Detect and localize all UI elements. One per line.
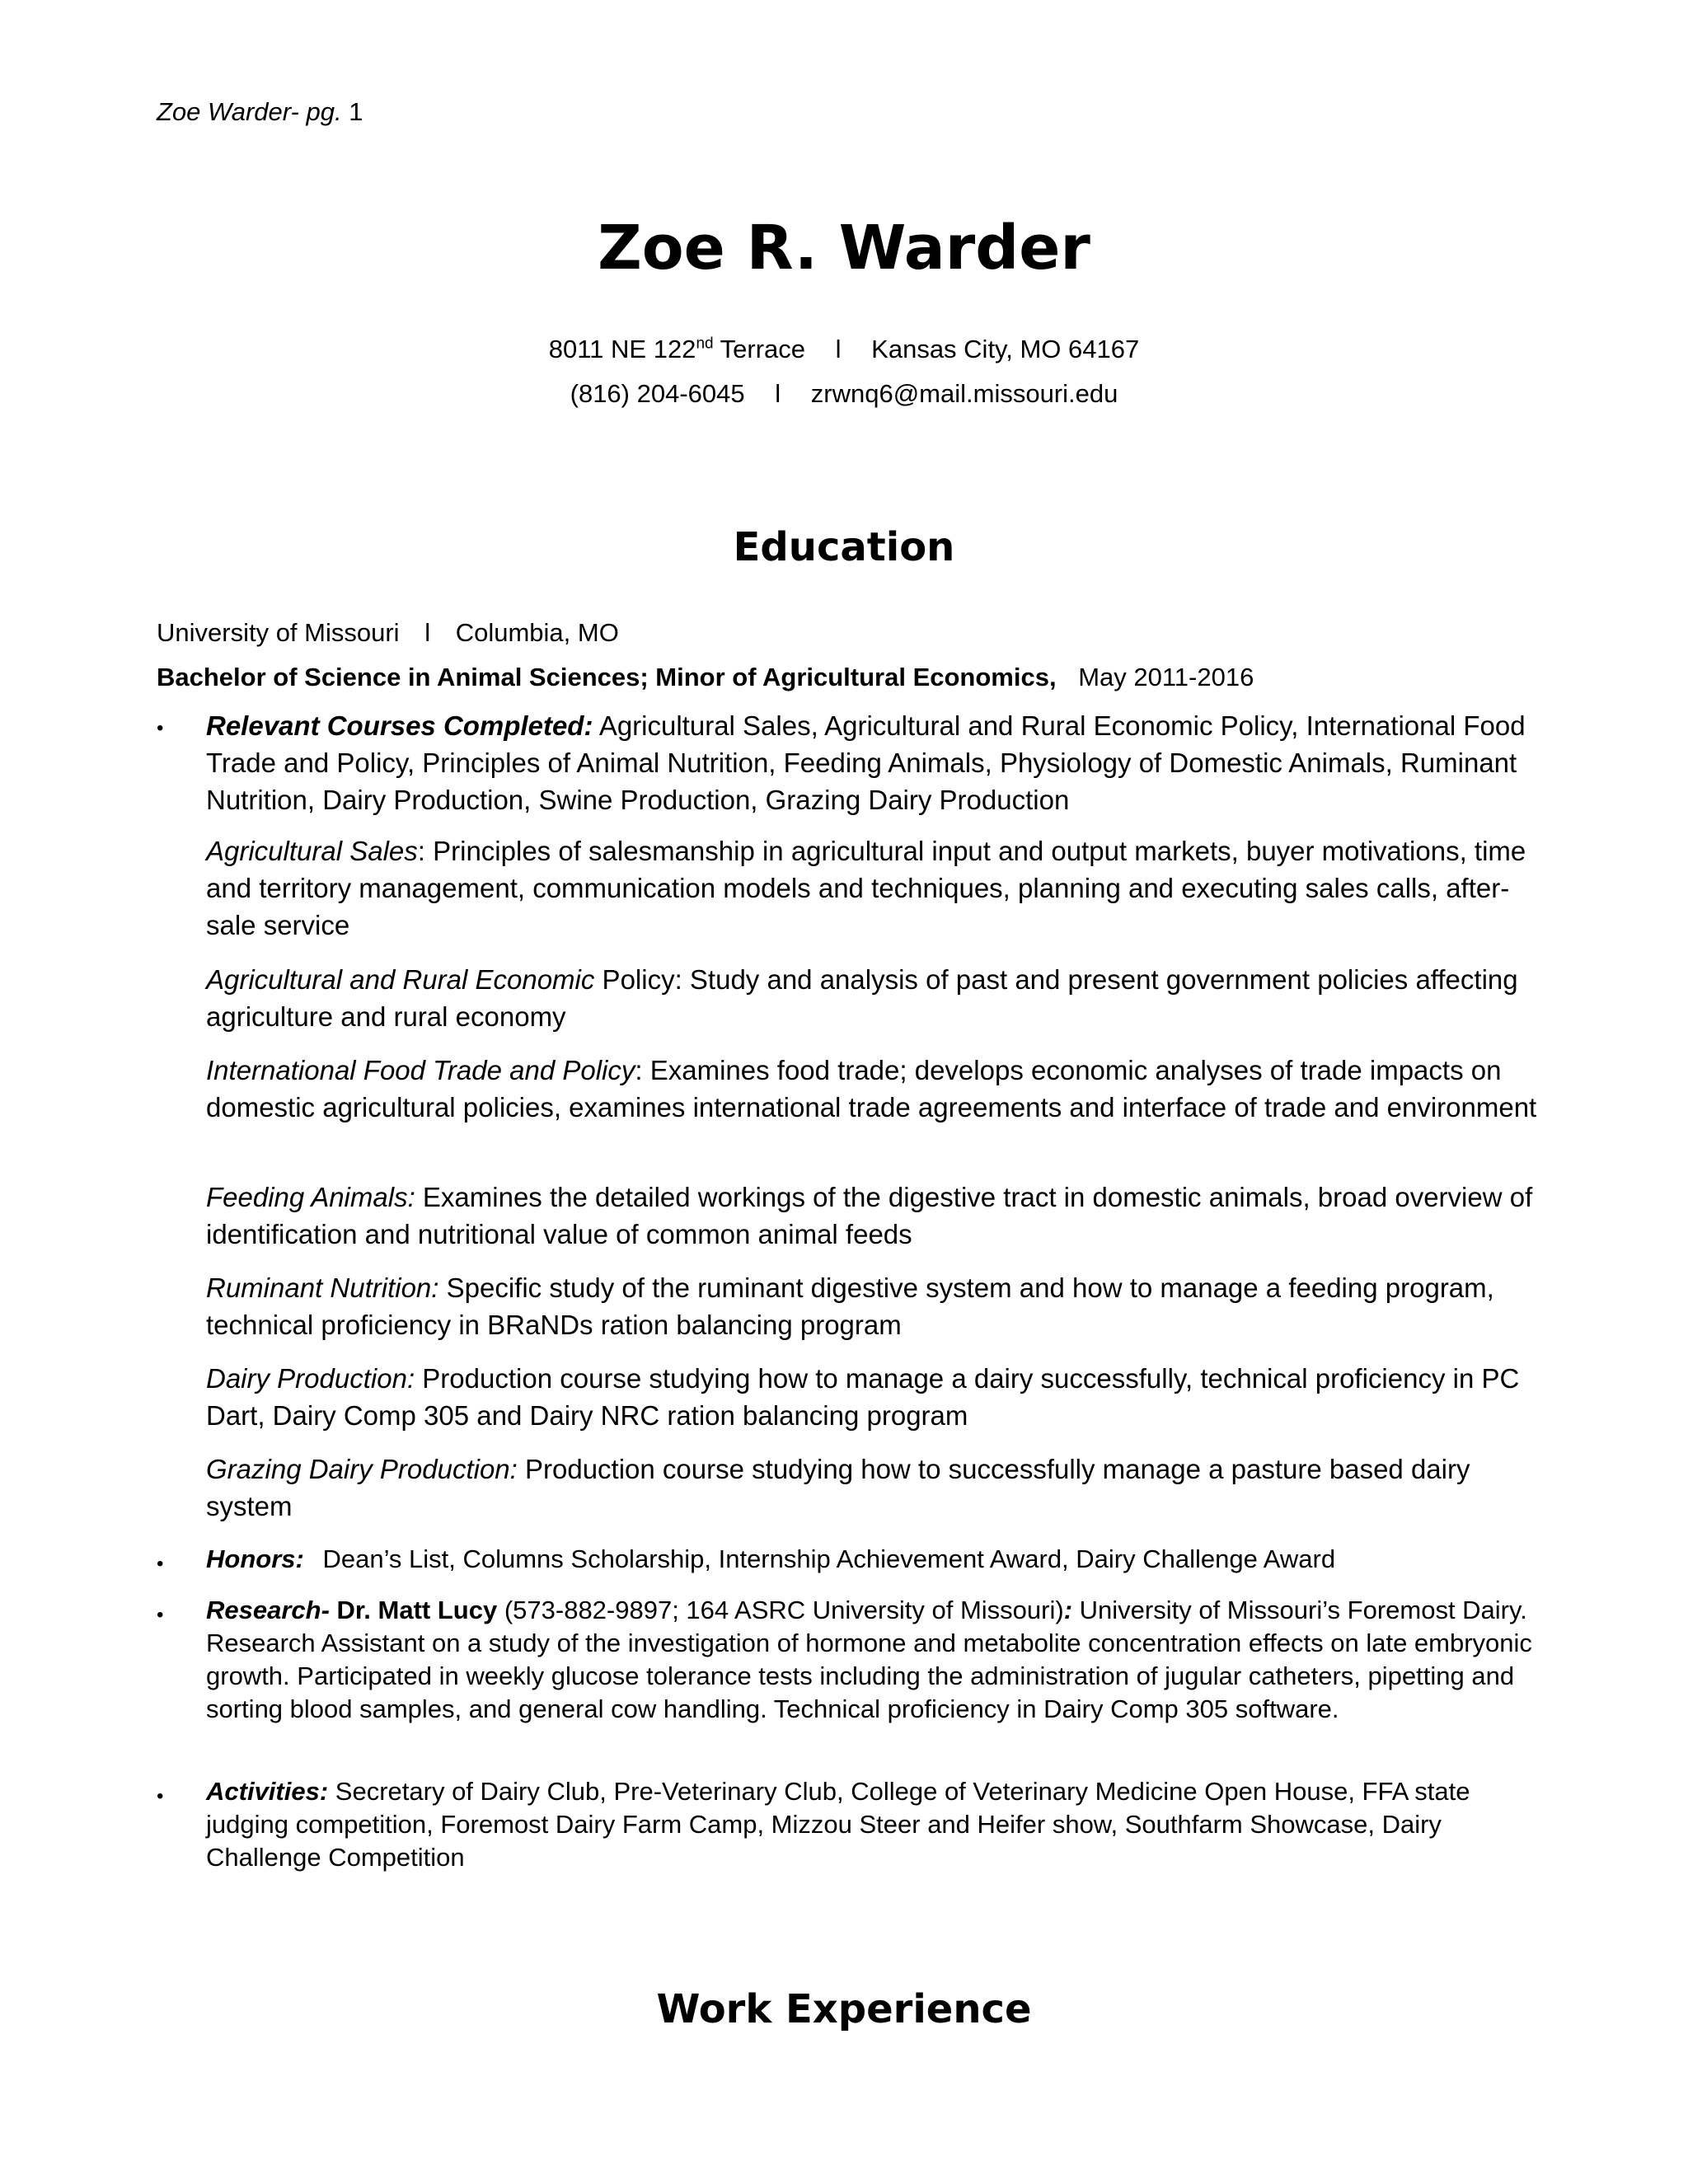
address-street: Terrace [720, 335, 806, 363]
research-person: Dr. Matt Lucy [336, 1596, 498, 1624]
course-name: Agricultural and Rural Economic [206, 964, 595, 995]
bullet-icon: • [157, 1604, 164, 1626]
bullet-icon: • [157, 1785, 164, 1807]
page-header [157, 97, 363, 127]
phone-email-line [0, 379, 1688, 409]
course-text: Policy: Study and analysis of past and present government policies affecting agriculture and rural economy [206, 964, 1518, 1032]
course-text: Examines the detailed workings of the digestive tract in domestic animals, broad overview of identification and nutritional value of common animal feeds [206, 1182, 1533, 1249]
address-number: 8011 NE 122 [548, 335, 696, 363]
activities-label: Activities: [206, 1777, 329, 1806]
course-text: Specific study of the ruminant digestive system and how to manage a feeding program, technical proficiency in BRaNDs ration balancing program [206, 1272, 1494, 1340]
page-number: 1 [349, 97, 363, 126]
course-text: : Principles of salesmanship in agricultural input and output markets, buyer motivations, time and territory management, communication models and techniques, planning and executing sales calls, after-sale service [206, 836, 1526, 940]
separator: l [775, 379, 781, 408]
page-header-label: Zoe Warder- pg. [157, 97, 342, 126]
school-location: Columbia, MO [455, 618, 619, 647]
course-description [206, 961, 1558, 1035]
research-text: University of Missouri’s Foremost Dairy. Research Assistant on a study of the investigation of hormone and metabolite concentration effects on late embryonic growth. Participated in weekly glucose tolerance tests including the administration of jugular catheters, pipetting and sorting blood samples, and general cow handling. Technical proficiency in Dairy Comp 305 software. [206, 1596, 1532, 1723]
course-name: Dairy Production: [206, 1363, 415, 1394]
school-line [157, 618, 619, 648]
course-name: International Food Trade and Policy [206, 1055, 635, 1085]
research-contact: (573-882-9897; 164 ASRC University of Missouri) [504, 1596, 1064, 1624]
course-name: Feeding Animals: [206, 1182, 415, 1212]
course-name: Grazing Dairy Production: [206, 1454, 518, 1484]
work-experience-heading: Work Experience [656, 1986, 1032, 2032]
activities [206, 1775, 1558, 1874]
address-city: Kansas City, MO 64167 [871, 335, 1140, 363]
address-line [0, 335, 1688, 364]
activities-text: Secretary of Dairy Club, Pre-Veterinary Club, College of Veterinary Medicine Open House, FFA state judging competition, Foremost Dairy Farm Camp, Mizzou Steer and Heifer show, Southfarm Showcase, Dairy Challenge Competition [206, 1777, 1470, 1872]
bullet-icon: • [157, 1553, 164, 1575]
degree-line [157, 663, 1254, 692]
relevant-courses-text: Agricultural Sales, Agricultural and Rural Economic Policy, International Food Trade and Policy, Principles of Animal Nutrition, Feeding Animals, Physiology of Domestic Animals, Ruminant Nutrition, Dairy Production, Swine Production, Grazing Dairy Production [206, 710, 1526, 815]
email-link[interactable]: zrwnq6@mail.missouri.edu [810, 379, 1118, 408]
course-text: Production course studying how to successfully manage a pasture based dairy system [206, 1454, 1470, 1521]
course-description [206, 1052, 1558, 1126]
course-description [206, 1360, 1558, 1434]
course-description [206, 1269, 1558, 1343]
honors [206, 1543, 1558, 1576]
separator: l [835, 335, 842, 363]
candidate-name: Zoe R. Warder [598, 213, 1090, 284]
relevant-courses-label: Relevant Courses Completed: [206, 710, 593, 741]
degree-dates: May 2011-2016 [1078, 663, 1254, 691]
address-suffix: nd [696, 335, 714, 353]
school-name: University of Missouri [157, 618, 400, 647]
course-text: : Examines food trade; develops economic analyses of trade impacts on domestic agricultural policies, examines international trade agreements and interface of trade and environment [206, 1055, 1537, 1122]
course-description [206, 832, 1558, 944]
phone: (816) 204-6045 [570, 379, 745, 408]
course-text: Production course studying how to manage a dairy successfully, technical proficiency in PC Dart, Dairy Comp 305 and Dairy NRC ration balancing program [206, 1363, 1520, 1431]
bullet-icon: • [157, 717, 164, 739]
course-description [206, 1179, 1558, 1253]
research [206, 1594, 1558, 1726]
course-description [206, 1451, 1558, 1525]
education-heading: Education [733, 524, 955, 570]
honors-label: Honors: [206, 1544, 304, 1573]
research-label: Research- [206, 1596, 330, 1624]
relevant-courses [206, 707, 1558, 818]
honors-text: Dean’s List, Columns Scholarship, Internship Achievement Award, Dairy Challenge Award [322, 1544, 1336, 1573]
degree-title: Bachelor of Science in Animal Sciences; Minor of Agricultural Economics, [157, 663, 1057, 691]
separator: l [424, 618, 431, 647]
course-name: Ruminant Nutrition: [206, 1272, 439, 1303]
research-colon: : [1063, 1596, 1073, 1624]
course-name: Agricultural Sales [206, 836, 418, 866]
